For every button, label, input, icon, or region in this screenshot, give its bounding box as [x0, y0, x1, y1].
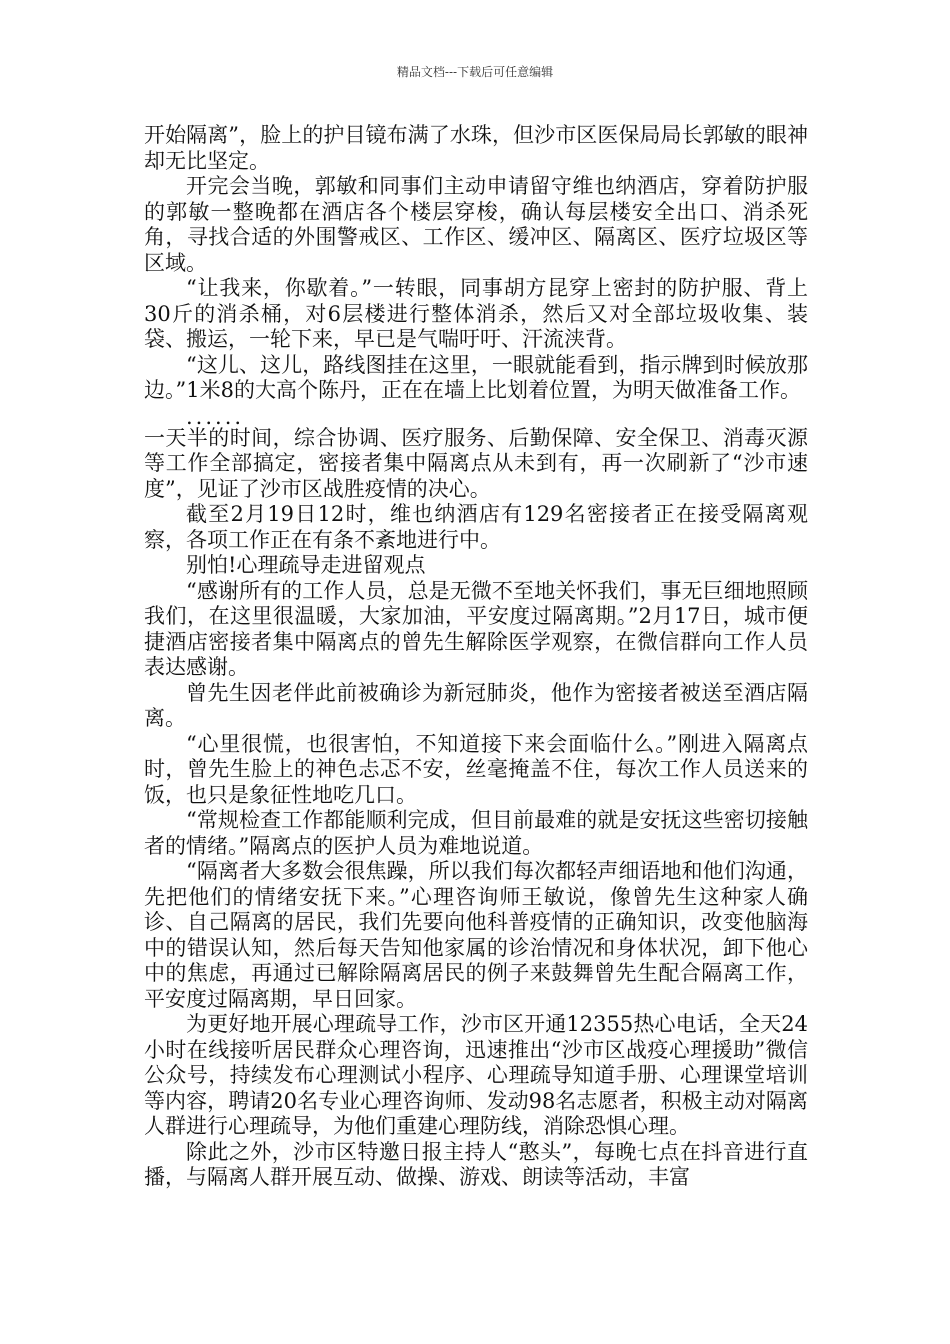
paragraph: 为更好地开展心理疏导工作，沙市区开通12355热心电话，全天24小时在线接听居民群众心理咨询，迅速推出“沙市区战疫心理援助”微信公众号，持续发布心理测试小程序、心理疏导知道手册、心理课堂培训等内容，聘请20名专业心理咨询师、发动98名志愿者，积极主动对隔离人群进行心理疏导，为他们重建心理防线，消除恐惧心理。 [144, 1012, 808, 1138]
ellipsis-separator: ...... [186, 404, 245, 429]
paragraph: 开始隔离”，脸上的护目镜布满了水珠，但沙市区医保局局长郭敏的眼神却无比坚定。 [144, 123, 808, 173]
paragraph: 开完会当晚，郭敏和同事们主动申请留守维也纳酒店，穿着防护服的郭敏一整晚都在酒店各个楼层穿梭，确认每层楼安全出口、消杀死角，寻找合适的外围警戒区、工作区、缓冲区、隔离区、医疗垃圾区等区域。 [144, 174, 808, 275]
paragraph: “让我来，你歇着。”一转眼，同事胡方昆穿上密封的防护服、背上30斤的消杀桶，对6层楼进行整体消杀，然后又对全部垃圾收集、装袋、搬运，一轮下来，早已是气喘吁吁、汗流浃背。 [144, 276, 808, 351]
paragraph: 一天半的时间，综合协调、医疗服务、后勤保障、安全保卫、消毒灭源等工作全部搞定，密接者集中隔离点从未到有，再一次刷新了“沙市速度”，见证了沙市区战胜疫情的决心。 [144, 425, 808, 501]
paragraph: “隔离者大多数会很焦躁，所以我们每次都轻声细语地和他们沟通，先把他们的情绪安抚下来。”心理咨询师王敏说，像曾先生这种家人确诊、自己隔离的居民，我们先要向他科普疫情的正确知识，改变他脑海中的错误认知，然后每天告知他家属的诊治情况和身体状况，卸下他心中的焦虑，再通过已解除隔离居民的例子来鼓舞曾先生配合隔离工作，平安度过隔离期，早日回家。 [144, 859, 808, 1011]
paragraph: 除此之外，沙市区特邀日报主持人“憨头”，每晚七点在抖音进行直播，与隔离人群开展互动、做操、游戏、朗读等活动，丰富 [144, 1139, 808, 1189]
paragraph: “心里很慌，也很害怕，不知道接下来会面临什么。”刚进入隔离点时，曾先生脸上的神色忐忑不安，丝毫掩盖不住，每次工作人员送来的饭，也只是象征性地吃几口。 [144, 731, 808, 807]
paragraph: 曾先生因老伴此前被确诊为新冠肺炎，他作为密接者被送至酒店隔离。 [144, 680, 808, 730]
article-body [144, 123, 808, 1191]
section-heading: 别怕!心理疏导走进留观点 [186, 553, 426, 577]
page-header: 精品文档---下载后可任意编辑 [396, 65, 554, 79]
paragraph: “常规检查工作都能顺利完成，但目前最难的就是安抚这些密切接触者的情绪。”隔离点的医护人员为难地说道。 [144, 808, 808, 858]
paragraph: 截至2月19日12时，维也纳酒店有129名密接者正在接受隔离观察，各项工作正在有条不紊地进行中。 [144, 502, 808, 552]
paragraph: “这儿、这儿，路线图挂在这里，一眼就能看到，指示牌到时候放那边。”1米8的大高个陈丹，正在在墙上比划着位置，为明天做准备工作。 [144, 352, 808, 402]
paragraph: “感谢所有的工作人员，总是无微不至地关怀我们，事无巨细地照顾我们，在这里很温暖，大家加油，平安度过隔离期。”2月17日，城市便捷酒店密接者集中隔离点的曾先生解除医学观察，在微信群向工作人员表达感谢。 [144, 578, 808, 679]
